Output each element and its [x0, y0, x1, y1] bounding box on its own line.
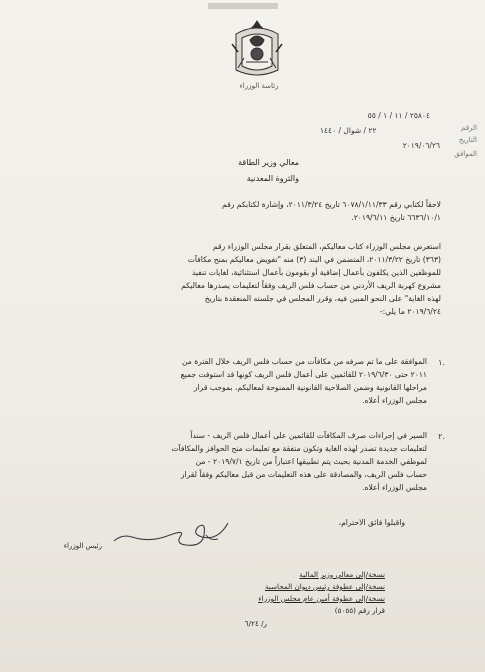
- cc-line-3: نسخة/إلى عطوفة أمين عام مجلس الوزراء: [258, 594, 385, 603]
- header-mark: [208, 3, 278, 9]
- handwritten-signature: [110, 515, 230, 553]
- item-1-line-2: ٢٠١١ حتى ٢٠١٩/٦/٣٠ للقائمين على أعمال فلس الريف كونها قد استوفت جميع: [180, 370, 427, 379]
- date-hijri: ٢٢ / شوال / ١٤٤٠: [320, 126, 377, 135]
- closing-text: واقبلوا فائق الاحترام،: [338, 518, 405, 527]
- ministry-subtitle: رئاسة الوزراء: [239, 82, 279, 90]
- corresponds-label: الموافق: [454, 150, 477, 158]
- item-1-line-4: مجلس الوزراء أعلاه.: [362, 396, 427, 405]
- reference-line-2: ٦٦٣٦/١٠/١ تاريخ ٢٠١٩/٦/١١.: [351, 213, 441, 222]
- paragraph-1-line-5: لهذه الغاية" على النحو المبين فيه، وقرر المجلس في جلسته المنعقدة بتاريخ: [204, 294, 441, 303]
- item-2-line-2: لتعليمات جديدة تصدر لهذه الغاية وتكون متفقة مع تعليمات منح الحوافز والمكافآت: [171, 444, 427, 453]
- item-1-line-3: مراحلها القانونية وضمن الصلاحية القانونية الممنوحة لمعاليكم، بموجب قرار: [193, 383, 427, 392]
- coat-of-arms-emblem: [228, 18, 286, 84]
- item-1-line-1: الموافقة على ما تم صرفه من مكافآت من حساب فلس الريف خلال الفترة من: [181, 357, 427, 366]
- item-2-line-1: السير في إجراءات صرف المكافآت للقائمين على أعمال فلس الريف - سنداً: [190, 431, 427, 440]
- date-label: التاريخ: [458, 136, 477, 144]
- paragraph-1-line-6: ٢٠١٩/٦/٢٤ ما يلي:-: [379, 307, 441, 316]
- number-label: الرقم: [461, 124, 477, 132]
- cc-line-4: قرار رقم (٥٠٥٥): [334, 606, 385, 615]
- reference-line-1: لاحقاً لكتابي رقم ٦٠٧٨/١/١١/٣٣ تاريخ ٢٠١١/٣/٢٤، وإشارة لكتابكم رقم: [222, 200, 441, 209]
- paragraph-1-line-2: (٣٦٣) تاريخ ٢٠١١/٣/٢٢، المتضمن في البند (٣) منه "تفويض معاليكم بمنح مكافآت: [187, 255, 441, 264]
- addressee-line-2: والثروة المعدنية: [246, 174, 299, 183]
- paragraph-1-line-3: للموظفين الذين يكلفون بأعمال إضافية أو يقومون بأعمال استثنائية، لغايات تنفيذ: [191, 268, 441, 277]
- cc-line-2: نسخة/إلى عطوفة رئيس ديوان المحاسبة: [264, 582, 385, 591]
- addressee-line-1: معالي وزير الطاقة: [238, 158, 299, 167]
- item-2-line-3: لموظفي الخدمة المدنية بحيث يتم تطبيقها اعتباراً من تاريخ ٢٠١٩/٧/١ - من: [195, 457, 427, 466]
- item-2-number: ٢.: [438, 432, 445, 441]
- number-value: ٢٥٨٠٤ / ١١ / ١ / ٥٥: [367, 111, 430, 120]
- paragraph-1-line-4: مشروع كهربة الريف الأردني من حساب فلس الريف وفقاً لتعليمات يصدرها معاليكم: [181, 281, 441, 290]
- item-1-number: ١.: [438, 358, 445, 367]
- cc-line-1: نسخة/إلى معالي وزير المالية: [299, 570, 385, 579]
- item-2-line-4: حساب فلس الريف، والمصادقة على هذه التعليمات من قبل معاليكم وفقاً لقرار: [180, 470, 427, 479]
- paragraph-1-line-1: استعرض مجلس الوزراء كتاب معاليكم، المتعلق بقرار مجلس الوزراء رقم: [212, 242, 441, 251]
- signature-title: رئيس الوزراء: [63, 542, 102, 550]
- cc-line-5: ر/ ٦/٢٤: [244, 619, 267, 628]
- item-2-line-5: مجلس الوزراء أعلاه.: [362, 483, 427, 492]
- date-gregorian: ٢٠١٩/٠٦/٢٦: [402, 141, 440, 150]
